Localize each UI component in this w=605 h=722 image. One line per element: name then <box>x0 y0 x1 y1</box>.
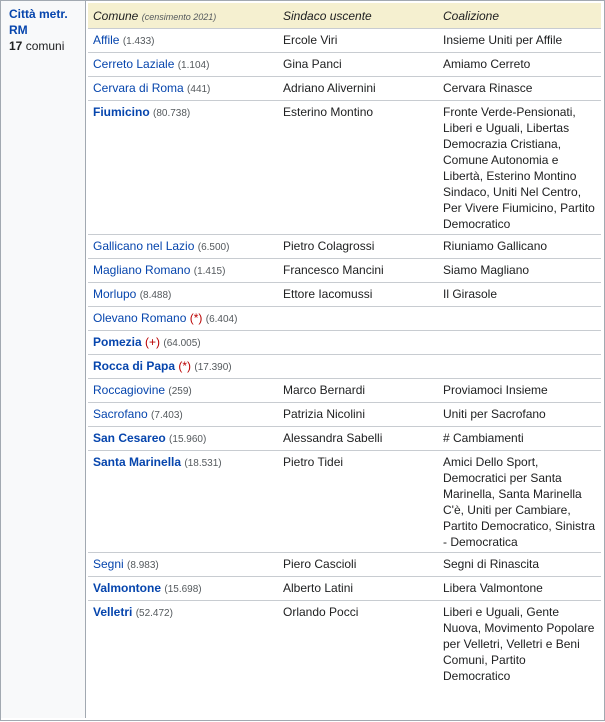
table-row <box>88 259 601 283</box>
cell-coalizione: # Cambiamenti <box>438 427 601 451</box>
comune-population: (8.488) <box>139 290 172 301</box>
header-comune <box>88 3 278 29</box>
header-comune-label: Comune <box>93 8 139 23</box>
comune-population: (259) <box>168 386 192 397</box>
cell-comune <box>88 101 278 235</box>
cell-comune <box>88 307 278 331</box>
comune-population: (17.390) <box>194 362 232 373</box>
cell-sindaco <box>278 307 438 331</box>
cell-sindaco: Marco Bernardi <box>278 379 438 403</box>
cell-comune <box>88 601 278 687</box>
cell-sindaco: Francesco Mancini <box>278 259 438 283</box>
cell-sindaco: Patrizia Nicolini <box>278 403 438 427</box>
table-row <box>88 77 601 101</box>
cell-coalizione <box>438 331 601 355</box>
comune-link[interactable]: Santa Marinella <box>93 455 182 469</box>
comune-link[interactable]: Sacrofano <box>93 407 148 421</box>
cell-sindaco: Adriano Alivernini <box>278 77 438 101</box>
comune-population: (6.500) <box>197 242 230 253</box>
cell-sindaco: Ercole Viri <box>278 29 438 53</box>
comune-population: (1.104) <box>177 60 210 71</box>
region-title-link[interactable]: Città metr. RM <box>9 7 68 37</box>
table-row <box>88 53 601 77</box>
cell-sindaco: Esterino Montino <box>278 101 438 235</box>
comune-link[interactable]: Affile <box>93 33 120 47</box>
cell-sindaco: Gina Panci <box>278 53 438 77</box>
comune-population: (1.415) <box>193 266 226 277</box>
comune-population: (441) <box>187 84 211 95</box>
header-comune-note: (censimento 2021) <box>141 11 217 22</box>
cell-comune <box>88 331 278 355</box>
header-coalizione: Coalizione <box>438 3 601 29</box>
comune-link[interactable]: Morlupo <box>93 287 137 301</box>
comune-population: (8.983) <box>127 560 159 571</box>
table-row <box>88 235 601 259</box>
cell-coalizione: Amici Dello Sport, Democratici per Santa Marinella, Santa Marinella C'è, Uniti per Cambiare, Partito Democratico, Sinistra - Democratica <box>438 451 601 553</box>
comune-link[interactable]: Cerreto Laziale <box>93 57 175 71</box>
table-row <box>88 355 601 379</box>
cell-sindaco <box>278 331 438 355</box>
cell-comune <box>88 53 278 77</box>
comune-link[interactable]: Olevano Romano <box>93 311 187 325</box>
table-row <box>88 403 601 427</box>
cell-coalizione: Cervara Rinasce <box>438 77 601 101</box>
comune-population: (7.403) <box>151 410 183 421</box>
cell-coalizione <box>438 307 601 331</box>
cell-coalizione: Libera Valmontone <box>438 577 601 601</box>
table-row <box>88 307 601 331</box>
cell-coalizione: Fronte Verde-Pensionati, Liberi e Uguali, Libertas Democrazia Cristiana, Comune Autonomia e Libertà, Esterino Montino Sindaco, Uniti Nel Centro, Per Vivere Fiumicino, Partito Democratico <box>438 101 601 235</box>
table-row <box>88 601 601 687</box>
cell-sindaco: Piero Cascioli <box>278 553 438 577</box>
comune-link[interactable]: Roccagiovine <box>93 383 166 397</box>
region-comuni-count <box>9 38 64 54</box>
comune-link[interactable]: Valmontone <box>93 581 162 595</box>
table-header-row <box>88 3 601 29</box>
table-row <box>88 331 601 355</box>
region-sidebar <box>1 1 86 718</box>
table-row <box>88 427 601 451</box>
cell-coalizione: Insieme Uniti per Affile <box>438 29 601 53</box>
comune-link[interactable]: Segni <box>93 557 124 571</box>
comune-link[interactable]: Pomezia <box>93 335 142 349</box>
comune-population: (18.531) <box>184 458 222 469</box>
comuni-count-label: comuni <box>25 39 65 53</box>
cell-comune <box>88 283 278 307</box>
cell-coalizione: Riuniamo Gallicano <box>438 235 601 259</box>
table-row <box>88 577 601 601</box>
cell-sindaco: Pietro Tidei <box>278 451 438 553</box>
cell-coalizione: Amiamo Cerreto <box>438 53 601 77</box>
cell-sindaco: Ettore Iacomussi <box>278 283 438 307</box>
cell-sindaco: Alberto Latini <box>278 577 438 601</box>
comune-link[interactable]: Magliano Romano <box>93 263 191 277</box>
table-row <box>88 451 601 553</box>
comune-note-mark[interactable]: (*) <box>178 359 192 373</box>
comune-population: (80.738) <box>153 108 191 119</box>
cell-coalizione: Liberi e Uguali, Gente Nuova, Movimento Popolare per Velletri, Velletri e Beni Comuni, Partito Democratico <box>443 605 595 683</box>
comuni-table <box>88 3 601 686</box>
cell-comune <box>88 427 278 451</box>
table-row <box>88 553 601 577</box>
cell-coalizione: Il Girasole <box>438 283 601 307</box>
comune-population: (15.960) <box>169 434 207 445</box>
cell-comune <box>88 29 278 53</box>
cell-coalizione: Segni di Rinascita <box>438 553 601 577</box>
cell-comune <box>88 77 278 101</box>
cell-comune <box>88 451 278 553</box>
cell-sindaco: Pietro Colagrossi <box>278 235 438 259</box>
cell-coalizione: Proviamoci Insieme <box>438 379 601 403</box>
comune-population: (15.698) <box>164 584 202 595</box>
cell-comune <box>88 553 278 577</box>
comune-link[interactable]: Gallicano nel Lazio <box>93 239 195 253</box>
cell-sindaco: Orlando Pocci <box>283 605 359 619</box>
cell-coalizione: Uniti per Sacrofano <box>438 403 601 427</box>
table-row <box>88 101 601 235</box>
cell-comune <box>88 259 278 283</box>
cell-sindaco: Alessandra Sabelli <box>278 427 438 451</box>
comune-link[interactable]: San Cesareo <box>93 431 166 445</box>
cell-coalizione: Siamo Magliano <box>438 259 601 283</box>
cell-coalizione <box>438 355 601 379</box>
table-row <box>88 379 601 403</box>
cell-comune <box>88 379 278 403</box>
cell-comune <box>88 403 278 427</box>
comuni-count-value: 17 <box>9 39 23 53</box>
cell-comune <box>88 577 278 601</box>
table-row <box>88 29 601 53</box>
table-row <box>88 283 601 307</box>
comune-population: (6.404) <box>205 314 238 325</box>
comune-link[interactable]: Cervara di Roma <box>93 81 184 95</box>
cell-comune <box>88 235 278 259</box>
comune-population: (64.005) <box>163 338 201 349</box>
comune-link[interactable]: Fiumicino <box>93 105 150 119</box>
comune-link[interactable]: Rocca di Papa <box>93 359 176 373</box>
header-sindaco: Sindaco uscente <box>278 3 438 29</box>
comune-link[interactable]: Velletri <box>93 605 133 619</box>
cell-comune <box>88 355 278 379</box>
comune-population: (52.472) <box>135 608 173 619</box>
comune-note-mark[interactable]: (*) <box>189 311 203 325</box>
comune-population: (1.433) <box>122 36 155 47</box>
comune-note-mark[interactable]: (+) <box>145 335 161 349</box>
cell-sindaco <box>278 355 438 379</box>
